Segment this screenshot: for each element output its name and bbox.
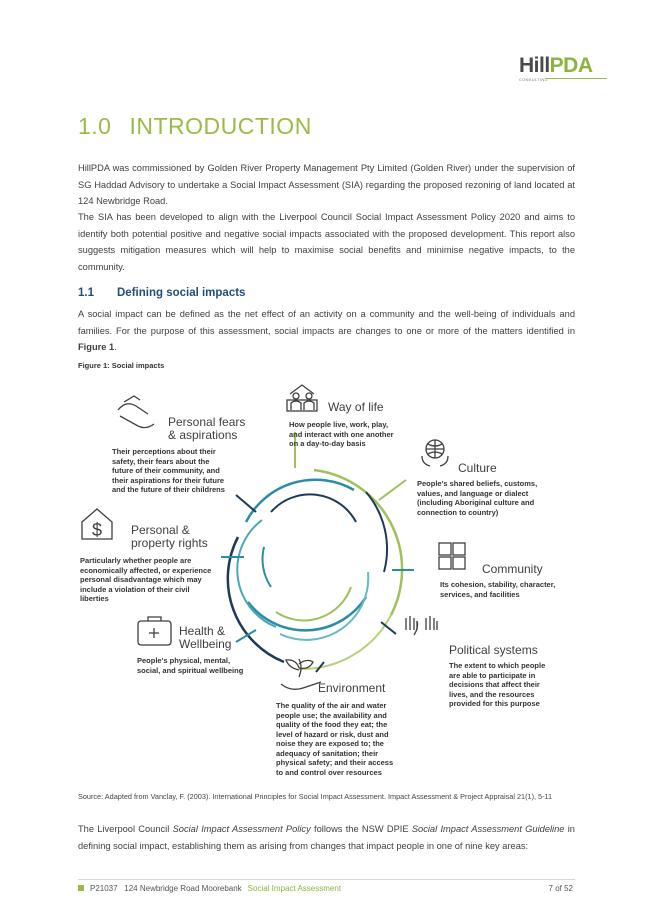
impact-way-of-life-title: Way of life — [328, 400, 384, 414]
logo-pda: PDA — [549, 54, 593, 77]
impact-political-title: Political systems — [449, 643, 538, 657]
figure-source: Source: Adapted from Vanclay, F. (2003). International Principles for Social Impact Assessment. Impact Assessment & Project Appraisal 21(1), 5-11 — [78, 792, 553, 801]
definition-text: A social impact can be defined as the net effect of an activity on a community and the well-being of individuals and families. For the purpose of this assessment, social impacts are changes to one or more of the matters identified in — [78, 309, 575, 336]
guideline-title: Social Impact Assessment Guideline — [411, 824, 565, 834]
policy-title: Social Impact Assessment Policy — [172, 824, 311, 834]
plant-hand-icon — [281, 659, 321, 689]
hillpda-logo — [519, 55, 611, 85]
impact-political-desc: The extent to which people are able to participate in decisions that affect their lives, and the resources provided for this purpose — [449, 661, 546, 708]
arc-culture — [299, 615, 391, 669]
impact-environment-desc: The quality of the air and water people use; the availability and quality of the food they eat; the level of hazard or risk, dust and noise they are exposed to; the adequacy of sanitation; their physical safety; and their access to and control over resources — [276, 701, 394, 777]
impact-environment-title: Environment — [318, 681, 386, 695]
spoke-personal-fears — [236, 495, 256, 512]
impact-culture-desc: People's shared beliefs, customs, values, and language or dialect (including Aboriginal culture and connection to country) — [417, 479, 538, 517]
definition-paragraph — [78, 306, 575, 356]
impact-health-title: Health & Wellbeing — [179, 624, 232, 651]
medical-kit-icon — [138, 617, 171, 645]
footer-square-icon — [78, 885, 84, 891]
footer-project: P21037 — [90, 884, 118, 893]
definition-end: . — [114, 342, 117, 352]
arc-inner-bottom — [276, 587, 351, 620]
footer-address: 124 Newbridge Road Moorebank — [124, 884, 242, 893]
arc-personal-fears — [246, 480, 354, 522]
page-title — [78, 113, 312, 140]
page-footer — [78, 884, 575, 893]
logo-rule — [545, 78, 607, 80]
guideline-paragraph: The Liverpool Council Social Impact Assessment Policy follows the NSW DPIE Social Impact Assessment Guideline in defining social impact, establishing them as arising from changes that impact people in one of nine key areas: — [78, 824, 575, 851]
impact-way-of-life-desc: How people live, work, play, and interact with one another on a day-to-day basis — [289, 420, 394, 448]
impact-health-desc: People's physical, mental, social, and spiritual wellbeing — [137, 656, 244, 675]
impact-personal-fears-desc: Their perceptions about their safety, their fears about the future of their community, and their aspirations for their future and the future of their childrens — [112, 447, 225, 494]
impact-property-desc: Particularly whether people are economically affected, or experience personal disadvantage which may include a violation of their civil liberties — [80, 556, 212, 603]
arc-community — [248, 597, 366, 630]
footer-doc-title: Social Impact Assessment — [247, 884, 342, 893]
figure-reference[interactable]: Figure 1 — [78, 342, 115, 352]
family-icon — [287, 385, 317, 411]
page-number: 7 of 52 — [548, 884, 573, 893]
footer-divider — [78, 879, 575, 880]
subsection-number: 1.1 — [78, 287, 94, 299]
social-impacts-diagram — [66, 372, 596, 782]
arc-inner-left — [263, 547, 271, 587]
subsection-heading — [78, 287, 245, 299]
impact-property-title: Personal & property rights — [131, 523, 208, 550]
spoke-culture — [379, 480, 406, 500]
logo-subtitle: CONSULTING — [519, 77, 548, 82]
impact-community-desc: Its cohesion, stability, character, services, and facilities — [440, 580, 556, 599]
logo-hill: Hill — [519, 54, 550, 77]
impact-culture-title: Culture — [458, 461, 497, 475]
subsection-title: Defining social impacts — [117, 287, 246, 299]
arc-inner-top — [271, 494, 356, 522]
dollar-icon: $ — [91, 520, 103, 540]
raised-hands-icon — [406, 616, 437, 635]
puzzle-icon — [439, 543, 465, 569]
intro-paragraph-1: HillPDA was commissioned by Golden River Property Management Pty Limited (Golden River) under the supervision of SG Haddad Advisory to undertake a Social Impact Assessment (SIA) regarding the proposed rezoning of land located at 124 Newbridge Road. — [78, 163, 575, 206]
section-title: INTRODUCTION — [129, 113, 312, 139]
intro-paragraph-2: The SIA has been developed to align with the Liverpool Council Social Impact Assessment Policy 2020 and aims to identify both potential positive and negative social impacts associated with the proposed development. This report also suggests mitigation measures which will help to maximise social benefits and minimise negative impacts, to the community. — [78, 212, 575, 272]
section-number: 1.0 — [78, 113, 112, 139]
hands-icon — [118, 396, 154, 428]
impact-personal-fears-title: Personal fears & aspirations — [168, 415, 246, 442]
figure-caption: Figure 1: Social impacts — [78, 361, 165, 370]
impact-community-title: Community — [482, 562, 543, 576]
